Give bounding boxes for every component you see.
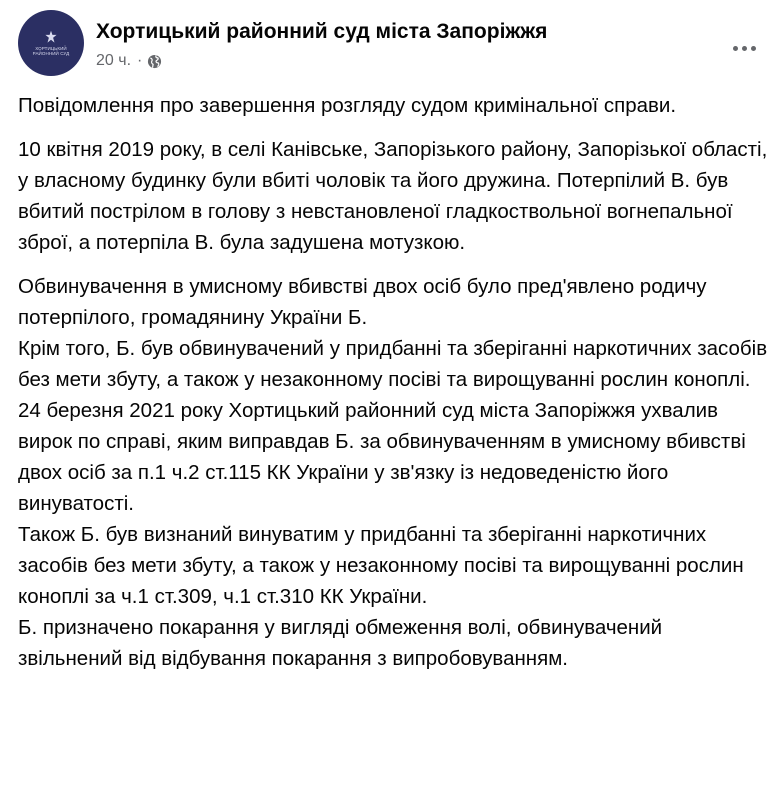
post-meta [96, 52, 162, 70]
post-paragraph: Крім того, Б. був обвинувачений у придбанні та зберіганні наркотичних засобів без мети збуту, а також у незаконному посіві та вирощуванні рослин коноплі. [18, 337, 768, 391]
page-avatar[interactable] [18, 10, 84, 76]
post-text [18, 90, 768, 674]
post-paragraph: Б. призначено покарання у вигляді обмеження волі, обвинувачений звільнений від відбування покарання з випробовуванням. [18, 616, 663, 670]
post-paragraph: 10 квітня 2019 року, в селі Канівське, Запорізького району, Запорізької області, у власному будинку були вбиті чоловік та його дружина. Потерпілий В. був вбитий пострілом в голову з невстановленої гладкоствольної вогнепальної зброї, а потерпіла В. була задушена мотузкою. [18, 138, 768, 254]
post-paragraph: Повідомлення про завершення розгляду судом кримінальної справи. [18, 94, 677, 117]
avatar-label: ХОРТИЦЬКИЙ РАЙОННИЙ СУД [32, 46, 70, 56]
globe-icon[interactable] [147, 54, 162, 69]
page-name-link[interactable]: Хортицький районний суд міста Запоріжжя [96, 20, 548, 43]
post-timestamp[interactable]: 20 ч. [96, 52, 132, 69]
post-header [18, 10, 762, 78]
court-emblem-icon [44, 30, 58, 44]
post-options-button[interactable] [726, 30, 762, 66]
post-paragraph: Також Б. був визнаний винуватим у придбанні та зберіганні наркотичних засобів без мети збуту, а також у незаконному посіві та вирощуванні рослин коноплі за ч.1 ст.309, ч.1 ст.310 КК України. [18, 523, 744, 608]
meta-separator: · [137, 52, 143, 69]
more-horizontal-icon [733, 46, 756, 51]
post-paragraph: 24 березня 2021 року Хортицький районний суд міста Запоріжжя ухвалив вирок по справі, яким виправдав Б. за обвинуваченням в умисному вбивстві двох осіб за п.1 ч.2 ст.115 КК України у зв'язку із недоведеністю його винуватості. [18, 399, 746, 515]
post-paragraph: Обвинувачення в умисному вбивстві двох осіб було пред'явлено родичу потерпілого, громадянину України Б. [18, 275, 707, 329]
